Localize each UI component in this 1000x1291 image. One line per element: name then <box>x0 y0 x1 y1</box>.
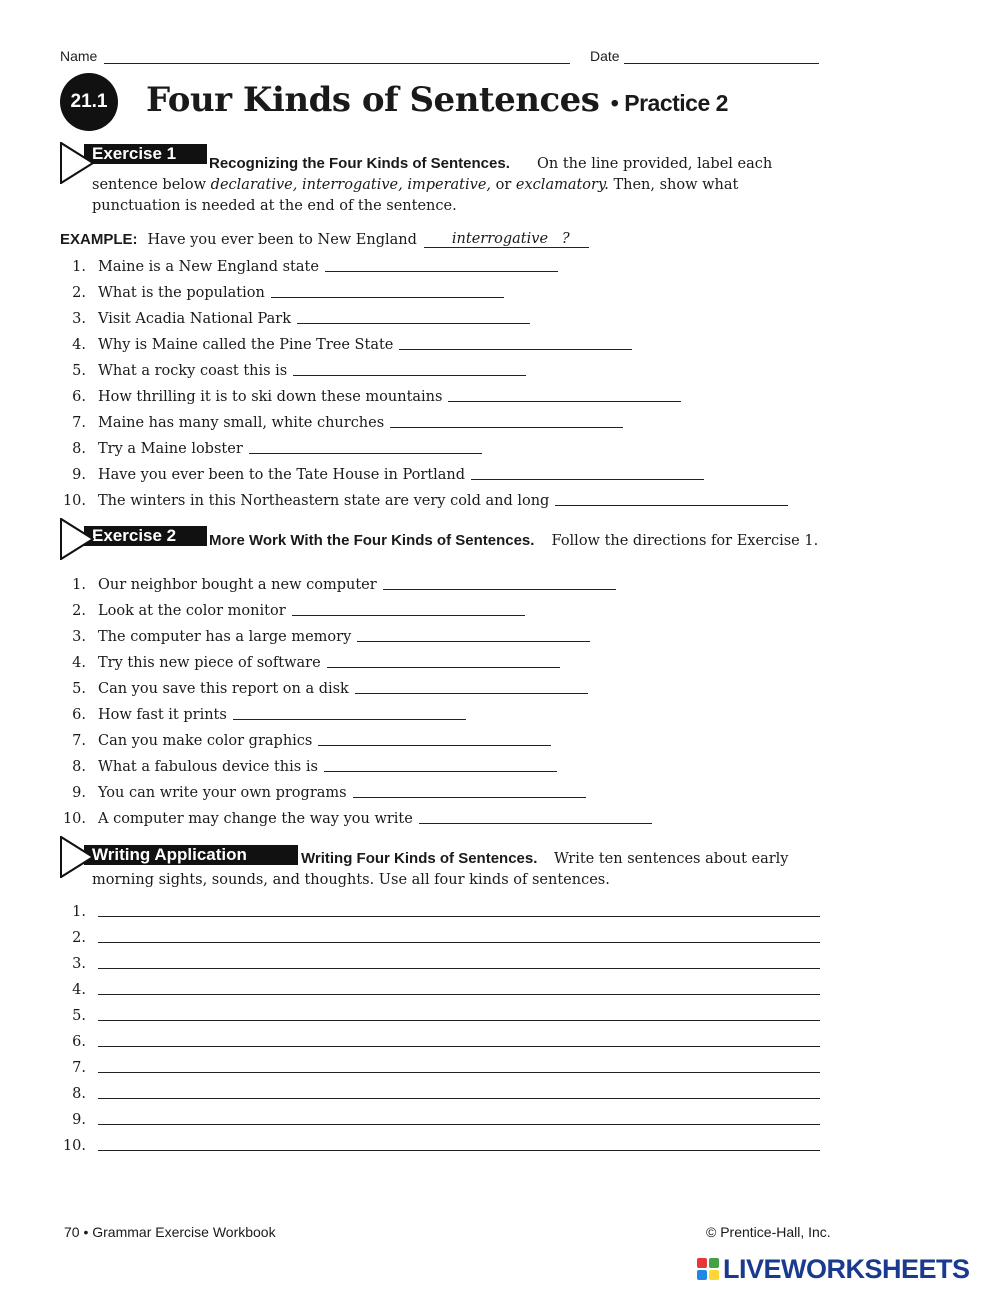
writing-line <box>60 976 820 998</box>
item-number: 1. <box>72 577 86 593</box>
writing-line <box>60 1132 820 1154</box>
exercise1-item <box>60 253 558 275</box>
item-sentence: Can you make color graphics <box>98 733 313 749</box>
writing-line <box>60 1028 820 1050</box>
item-sentence: You can write your own programs <box>98 785 347 801</box>
example-row <box>60 226 589 248</box>
kind-declarative: declarative, <box>210 177 298 193</box>
writing-heading: Writing Four Kinds of Sentences. <box>301 850 538 867</box>
exercise2-heading: More Work With the Four Kinds of Sentences. <box>209 532 535 549</box>
exercise2-item <box>60 597 525 619</box>
exercise2-item <box>60 649 560 671</box>
item-number: 3. <box>72 629 86 645</box>
instructions-text: On the line provided, label each sentence below <box>92 156 773 193</box>
logo-block <box>697 1258 707 1268</box>
line-number: 6. <box>72 1034 86 1050</box>
writing-blank[interactable] <box>98 1072 820 1073</box>
line-number: 3. <box>72 956 86 972</box>
item-sentence: Maine has many small, white churches <box>98 415 385 431</box>
answer-blank[interactable] <box>297 323 530 324</box>
item-sentence: Maine is a New England state <box>98 259 319 275</box>
exercise1-tag: Exercise 1 <box>84 144 207 164</box>
item-number: 9. <box>72 467 86 483</box>
item-number: 8. <box>72 759 86 775</box>
answer-blank[interactable] <box>271 297 504 298</box>
item-sentence: Our neighbor bought a new computer <box>98 577 377 593</box>
item-number: 4. <box>72 655 86 671</box>
kind-exclamatory: exclamatory. <box>515 177 609 193</box>
exercise1-item <box>60 279 504 301</box>
or-word: or <box>491 177 516 193</box>
logo-block <box>709 1270 719 1280</box>
logo-block <box>709 1258 719 1268</box>
answer-blank[interactable] <box>448 401 681 402</box>
logo-block <box>697 1270 707 1280</box>
example-sentence: Have you ever been to New England <box>147 232 417 248</box>
item-sentence: The winters in this Northeastern state are very cold and long <box>98 493 550 509</box>
writing-blank[interactable] <box>98 1046 820 1047</box>
exercise1-instructions <box>92 154 812 217</box>
exercise1-item <box>60 357 526 379</box>
writing-blank[interactable] <box>98 916 820 917</box>
date-label: Date <box>590 48 620 64</box>
exercise1-item <box>60 305 530 327</box>
writing-blank[interactable] <box>98 994 820 995</box>
item-number: 6. <box>72 707 86 723</box>
exercise2-item <box>60 727 551 749</box>
exercise2-instructions: Follow the directions for Exercise 1. <box>551 533 819 549</box>
exercise1-item <box>60 409 623 431</box>
writing-arrow-overlay-icon <box>60 836 94 878</box>
writing-line <box>60 1002 820 1024</box>
exercise2-item <box>60 779 586 801</box>
exercise1-item <box>60 331 632 353</box>
item-sentence: What a rocky coast this is <box>98 363 288 379</box>
instructions-text-2: Then, show what punctuation is needed at the end of the sentence. <box>92 177 739 214</box>
item-number: 2. <box>72 285 86 301</box>
item-number: 10. <box>62 493 86 509</box>
item-sentence: Try this new piece of software <box>98 655 321 671</box>
item-number: 1. <box>72 259 86 275</box>
writing-instructions-block <box>92 848 812 891</box>
answer-blank[interactable] <box>327 667 560 668</box>
name-field[interactable] <box>104 63 570 64</box>
writing-line <box>60 950 820 972</box>
logo-text: LIVEWORKSHEETS <box>723 1253 970 1284</box>
answer-blank[interactable] <box>555 505 788 506</box>
page-title-suffix: • Practice 2 <box>610 90 728 116</box>
item-sentence: The computer has a large memory <box>98 629 352 645</box>
example-answer-mark: ? <box>561 231 570 247</box>
answer-blank[interactable] <box>383 589 616 590</box>
exercise2-tag: Exercise 2 <box>84 526 207 546</box>
exercise1-arrow-overlay-icon <box>60 142 94 184</box>
answer-blank[interactable] <box>357 641 590 642</box>
answer-blank[interactable] <box>325 271 558 272</box>
writing-blank[interactable] <box>98 968 820 969</box>
page-title-main: Four Kinds of Sentences <box>146 80 600 120</box>
line-number: 1. <box>72 904 86 920</box>
item-number: 3. <box>72 311 86 327</box>
footer-copyright: © Prentice-Hall, Inc. <box>706 1224 831 1240</box>
item-number: 4. <box>72 337 86 353</box>
section-number-badge <box>60 73 118 131</box>
item-number: 5. <box>72 363 86 379</box>
item-sentence: Have you ever been to the Tate House in Portland <box>98 467 466 483</box>
item-number: 5. <box>72 681 86 697</box>
date-field[interactable] <box>624 63 819 64</box>
item-sentence: A computer may change the way you write <box>98 811 413 827</box>
writing-blank[interactable] <box>98 1150 820 1151</box>
answer-blank[interactable] <box>355 693 588 694</box>
liveworksheets-logo <box>697 1254 970 1284</box>
exercise2-item <box>60 675 588 697</box>
exercise1-item <box>60 435 482 457</box>
item-number: 10. <box>62 811 86 827</box>
writing-tag: Writing Application <box>84 845 298 865</box>
answer-blank[interactable] <box>353 797 586 798</box>
answer-blank[interactable] <box>399 349 632 350</box>
exercise2-item <box>60 623 590 645</box>
item-number: 6. <box>72 389 86 405</box>
item-sentence: What is the population <box>98 285 265 301</box>
answer-blank[interactable] <box>419 823 652 824</box>
exercise2-item <box>60 753 557 775</box>
writing-blank[interactable] <box>98 1098 820 1099</box>
line-number: 7. <box>72 1060 86 1076</box>
kind-interrogative: interrogative, <box>301 177 403 193</box>
line-number: 8. <box>72 1086 86 1102</box>
logo-blocks-icon <box>697 1258 719 1280</box>
item-number: 8. <box>72 441 86 457</box>
exercise1-item <box>60 383 681 405</box>
exercise1-item <box>60 487 788 509</box>
item-sentence: Visit Acadia National Park <box>98 311 292 327</box>
exercise1-heading: Recognizing the Four Kinds of Sentences. <box>209 155 510 172</box>
page-title <box>146 80 728 120</box>
writing-blank[interactable] <box>98 1020 820 1021</box>
kind-imperative: imperative, <box>407 177 492 193</box>
exercise2-item <box>60 805 652 827</box>
item-number: 9. <box>72 785 86 801</box>
item-number: 7. <box>72 415 86 431</box>
item-number: 2. <box>72 603 86 619</box>
writing-line <box>60 924 820 946</box>
answer-blank[interactable] <box>292 615 525 616</box>
answer-blank[interactable] <box>318 745 551 746</box>
line-number: 5. <box>72 1008 86 1024</box>
exercise2-arrow-overlay-icon <box>60 518 94 560</box>
line-number: 2. <box>72 930 86 946</box>
exercise2-heading-row <box>209 530 818 552</box>
example-label: EXAMPLE: <box>60 231 138 248</box>
writing-line <box>60 1054 820 1076</box>
exercise2-item <box>60 571 616 593</box>
writing-blank[interactable] <box>98 942 820 943</box>
item-sentence: Look at the color monitor <box>98 603 286 619</box>
item-sentence: Why is Maine called the Pine Tree State <box>98 337 394 353</box>
answer-blank[interactable] <box>324 771 557 772</box>
writing-blank[interactable] <box>98 1124 820 1125</box>
item-sentence: How fast it prints <box>98 707 227 723</box>
item-sentence: Can you save this report on a disk <box>98 681 349 697</box>
name-label: Name <box>60 48 98 64</box>
example-answer <box>424 231 589 248</box>
writing-line <box>60 1106 820 1128</box>
line-number: 10. <box>62 1138 86 1154</box>
example-answer-text: interrogative <box>451 231 549 247</box>
exercise2-item <box>60 701 466 723</box>
item-sentence: Try a Maine lobster <box>98 441 243 457</box>
line-number: 9. <box>72 1112 86 1128</box>
answer-blank[interactable] <box>293 375 526 376</box>
answer-blank[interactable] <box>233 719 466 720</box>
item-sentence: How thrilling it is to ski down these mountains <box>98 389 443 405</box>
answer-blank[interactable] <box>471 479 704 480</box>
footer-page-info: 70 • Grammar Exercise Workbook <box>64 1224 276 1240</box>
writing-instructions: Write ten sentences about early morning sights, sounds, and thoughts. Use all four kinds of sentences. <box>92 851 789 888</box>
line-number: 4. <box>72 982 86 998</box>
writing-line <box>60 1080 820 1102</box>
writing-line <box>60 898 820 920</box>
item-sentence: What a fabulous device this is <box>98 759 318 775</box>
section-number: 21.1 <box>70 91 108 112</box>
exercise1-item <box>60 461 704 483</box>
answer-blank[interactable] <box>390 427 623 428</box>
answer-blank[interactable] <box>249 453 482 454</box>
item-number: 7. <box>72 733 86 749</box>
